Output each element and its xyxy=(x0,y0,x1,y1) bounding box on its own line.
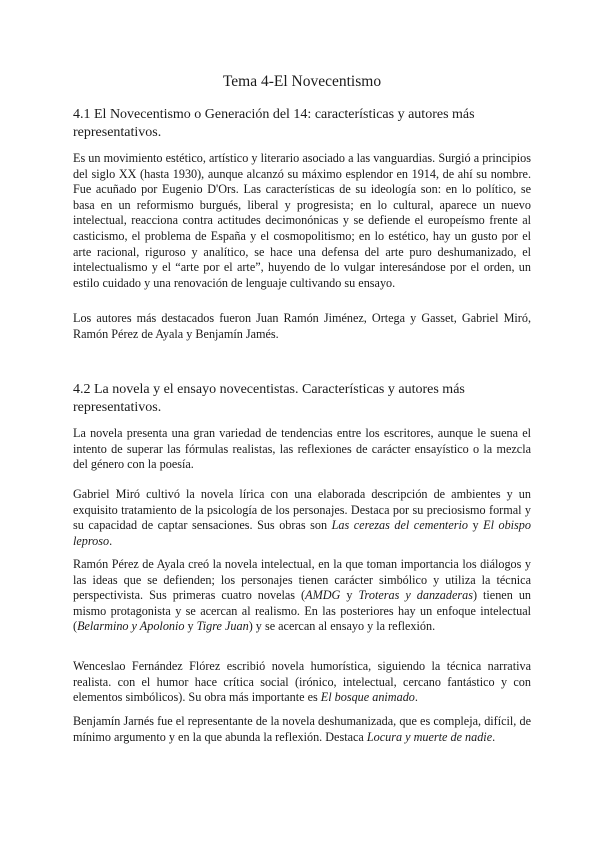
text-span: . xyxy=(414,690,418,705)
text-span: Gabriel Miró cultivó la novela lírica con una elaborada descripción de ambientes y un exquisito tratamiento de la psicología de los personajes. Destaca por su preciosismo formal y su capacidad de captar sensaciones. Sus obras son xyxy=(73,487,531,533)
text-span: . xyxy=(109,533,113,548)
work-title: AMDG xyxy=(305,588,341,603)
section-2-paragraph-5 xyxy=(73,714,531,745)
section-2-paragraph-3 xyxy=(73,557,531,635)
text-span: Ramón Pérez de Ayala creó la novela intelectual, en la que toman importancia los diálogos y las ideas que se defienden; los personajes tienen carácter simbólico y utiliza la técnica perspectivista. Sus primeras cuatro novelas ( xyxy=(73,557,531,603)
section-2-paragraph-4 xyxy=(73,659,531,706)
section-1-paragraph-2: Los autores más destacados fueron Juan Ramón Jiménez, Ortega y Gasset, Gabriel Miró, Ramón Pérez de Ayala y Benjamín Jamés. xyxy=(73,311,531,341)
section-1-heading: 4.1 El Novecentismo o Generación del 14: características y autores más representativos. xyxy=(73,107,475,140)
text-span: . xyxy=(492,729,496,744)
work-title: Belarmino y Apolonio xyxy=(77,619,185,634)
work-title: Tigre Juan xyxy=(196,619,249,634)
work-title: Locura y muerte de nadie xyxy=(366,729,493,744)
text-span: ) y se acercan al ensayo y la reflexión. xyxy=(248,619,436,634)
section-2-heading: 4.2 La novela y el ensayo novecentistas. Características y autores más representativos. xyxy=(73,382,465,415)
section-1-paragraph-1: Es un movimiento estético, artístico y literario asociado a las vanguardias. Surgió a principios del siglo XX (hasta 1930), aunque alcanzó su máximo esplendor en 1914, de ahí su nombre. Fue acuñado por Eugenio D'Ors. Las características de su ideología son: en lo político, se basa en un reformismo burgués, liberal y progresista; en lo cultural, aparece un nuevo intelectual, reacciona contra actitudes decimonónicas y se defiende el europeísmo frente al casticismo, el problema de España y el cosmopolitismo; en lo estético, hay un gusto por el arte racional, riguroso y analítico, se hace una defensa del arte puro deshumanizado, el intelectualismo y el “arte por el arte”, huyendo de lo vulgar interesándose por el orden, un estilo cuidado y una renovación de lenguaje cultivando su ensayo. xyxy=(73,151,531,290)
section-2-paragraph-1: La novela presenta una gran variedad de tendencias entre los escritores, aunque le suena el intento de superar las fórmulas realistas, las reflexiones de carácter ensayístico o la mezcla del género con la poesía. xyxy=(73,426,531,472)
text-span: y xyxy=(467,518,484,533)
document-title: Tema 4-El Novecentismo xyxy=(222,73,382,90)
work-title: Las cerezas del cementerio xyxy=(331,518,468,533)
text-span: ) tienen un mismo protagonista y se acercan al realismo. En las posteriores hay un enfoque intelectual ( xyxy=(73,588,532,634)
section-2-paragraph-2 xyxy=(73,487,531,549)
work-title: Troteras y danzaderas xyxy=(358,588,473,603)
work-title: El bosque animado xyxy=(320,690,415,705)
text-span: y xyxy=(340,588,359,603)
text-span: Wenceslao Fernández Flórez escribió novela humorística, siguiendo la técnica narrativa realista. con el humor hace crítica social (irónico, intelectual, cercano fantástico y con elementos simbólicos). Su obra más importante es xyxy=(73,659,531,705)
text-span: Benjamín Jarnés fue el representante de la novela deshumanizada, que es compleja, difícil, de mínimo argumento y en la que abunda la reflexión. Destaca xyxy=(73,714,531,744)
text-span: y xyxy=(184,619,197,634)
work-title: El obispo leproso xyxy=(73,518,531,548)
